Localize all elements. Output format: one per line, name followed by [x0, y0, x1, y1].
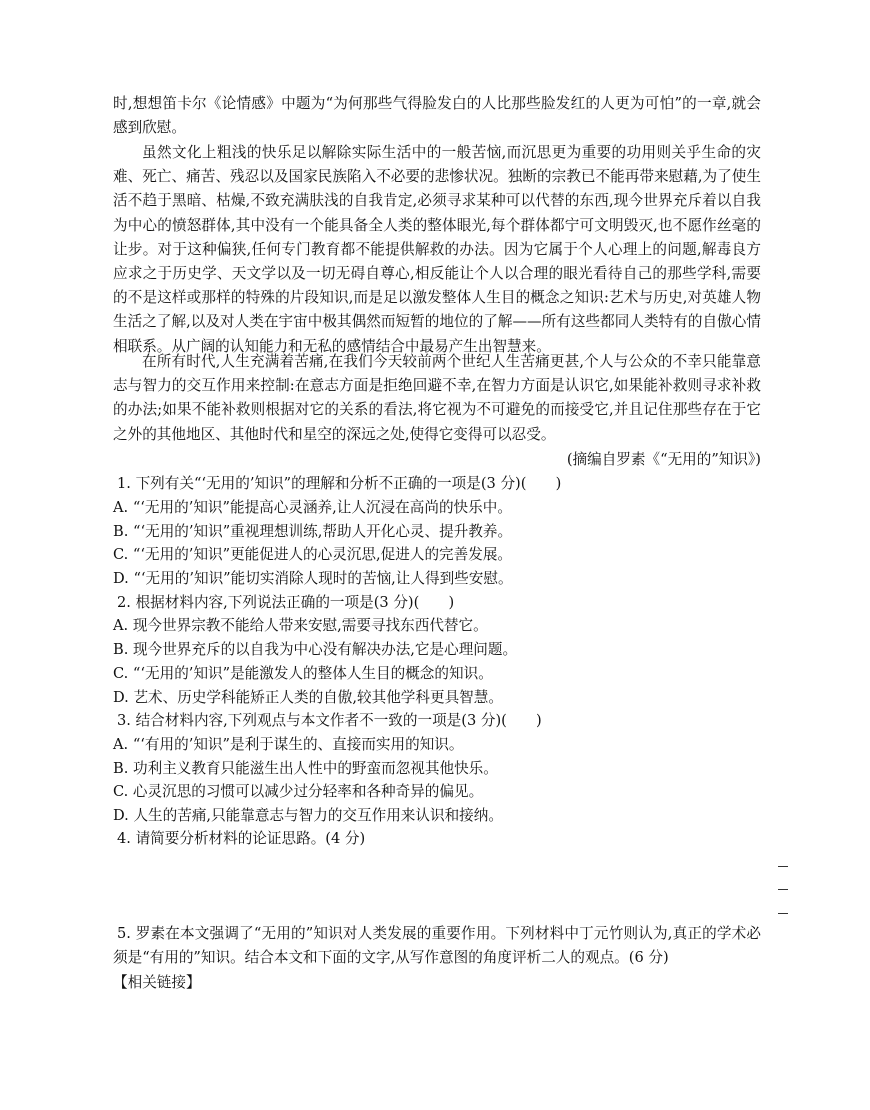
related-link-heading: 【相关链接】: [113, 974, 201, 991]
question-1-stem: 1. 下列有关“‘无用的’知识”的理解和分析不正确的一项是(3 分)( ): [117, 475, 562, 492]
question-1-option-a: A. “‘无用的’知识”能提高心灵涵养,让人沉浸在高尚的快乐中。: [113, 499, 512, 516]
question-1-option-d: D. “‘无用的’知识”能切实消除人现时的苦恼,让人得到些安慰。: [113, 570, 513, 587]
question-3-option-d: D. 人生的苦痛,只能靠意志与智力的交互作用来认识和接纳。: [113, 807, 503, 824]
answer-blank-line[interactable]: [778, 889, 788, 890]
passage-paragraph-1: 时,想想笛卡尔《论情感》中题为“为何那些气得脸发白的人比那些脸发红的人更为可怕”的一章,就会感到欣慰。: [113, 95, 761, 137]
question-3-stem: 3. 结合材料内容,下列观点与本文作者不一致的一项是(3 分)( ): [117, 712, 542, 729]
question-5-stem: 5. 罗素在本文强调了“无用的”知识对人类发展的重要作用。下列材料中丁元竹则认为,真正的学术必须是“有用的”知识。结合本文和下面的文字,从写作意图的角度评析二人的观点。(6 分): [113, 925, 761, 967]
answer-blank-line[interactable]: [778, 866, 788, 867]
passage-paragraph-2: 虽然文化上粗浅的快乐足以解除实际生活中的一般苦恼,而沉思更为重要的功用则关乎生命的灾难、死亡、痛苦、残忍以及国家民族陷入不必要的悲惨状况。独断的宗教已不能再带来慰藉,为了使生活不趋于黑暗、枯燥,不致充满肤浅的自我肯定,必须寻求某种可以代替的东西,现今世界充斥着以自我为中心的愤怒群体,其中没有一个能具备全人类的整体眼光,每个群体都宁可文明毁灭,也不愿作丝毫的让步。对于这种偏狭,任何专门教育都不能提供解救的办法。因为它属于个人心理上的问题,解毒良方应求之于历史学、天文学以及一切无碍自尊心,相反能让个人以合理的眼光看待自己的那些学科,需要的不是这样或那样的特殊的片段知识,而是足以激发整体人生目的概念之知识:艺术与历史,对英雄人物生活之了解,以及对人类在宇宙中极其偶然而短暂的地位的了解——所有这些都同人类特有的自傲心情相联系。从广阔的认知能力和无私的感情结合中最易产生出智慧来。: [113, 144, 761, 355]
question-2-option-d: D. 艺术、历史学科能矫正人类的自傲,较其他学科更具智慧。: [113, 689, 503, 706]
passage-paragraph-3: 在所有时代,人生充满着苦痛,在我们今天较前两个世纪人生苦痛更甚,个人与公众的不幸只能靠意志与智力的交互作用来控制:在意志方面是拒绝回避不幸,在智力方面是认识它,如果能补救则寻求补救的办法;如果不能补救则根据对它的关系的看法,将它视为不可避免的而接受它,并且记住那些存在于它之外的其他地区、其他时代和星空的深远之处,使得它变得可以忍受。: [113, 353, 761, 443]
passage-source: (摘编自罗素《“无用的”知识》): [566, 451, 761, 468]
question-1-option-c: C. “‘无用的’知识”更能促进人的心灵沉思,促进人的完善发展。: [113, 546, 513, 563]
question-3-option-c: C. 心灵沉思的习惯可以减少过分轻率和各种奇异的偏见。: [113, 783, 484, 800]
question-2-option-b: B. 现今世界充斥的以自我为中心没有解决办法,它是心理问题。: [113, 641, 518, 658]
question-2-option-c: C. “‘无用的’知识”是能激发人的整体人生目的概念的知识。: [113, 665, 493, 682]
question-1-option-b: B. “‘无用的’知识”重视理想训练,帮助人开化心灵、提升教养。: [113, 523, 513, 540]
answer-blank-line[interactable]: [778, 913, 788, 914]
question-4-stem: 4. 请简要分析材料的论证思路。(4 分): [117, 830, 366, 847]
question-3-option-b: B. 功利主义教育只能滋生出人性中的野蛮而忽视其他快乐。: [113, 760, 498, 777]
question-3-option-a: A. “‘有用的’知识”是利于谋生的、直接而实用的知识。: [113, 736, 464, 753]
question-2-stem: 2. 根据材料内容,下列说法正确的一项是(3 分)( ): [117, 594, 455, 611]
question-2-option-a: A. 现今世界宗教不能给人带来安慰,需要寻找东西代替它。: [113, 617, 488, 634]
